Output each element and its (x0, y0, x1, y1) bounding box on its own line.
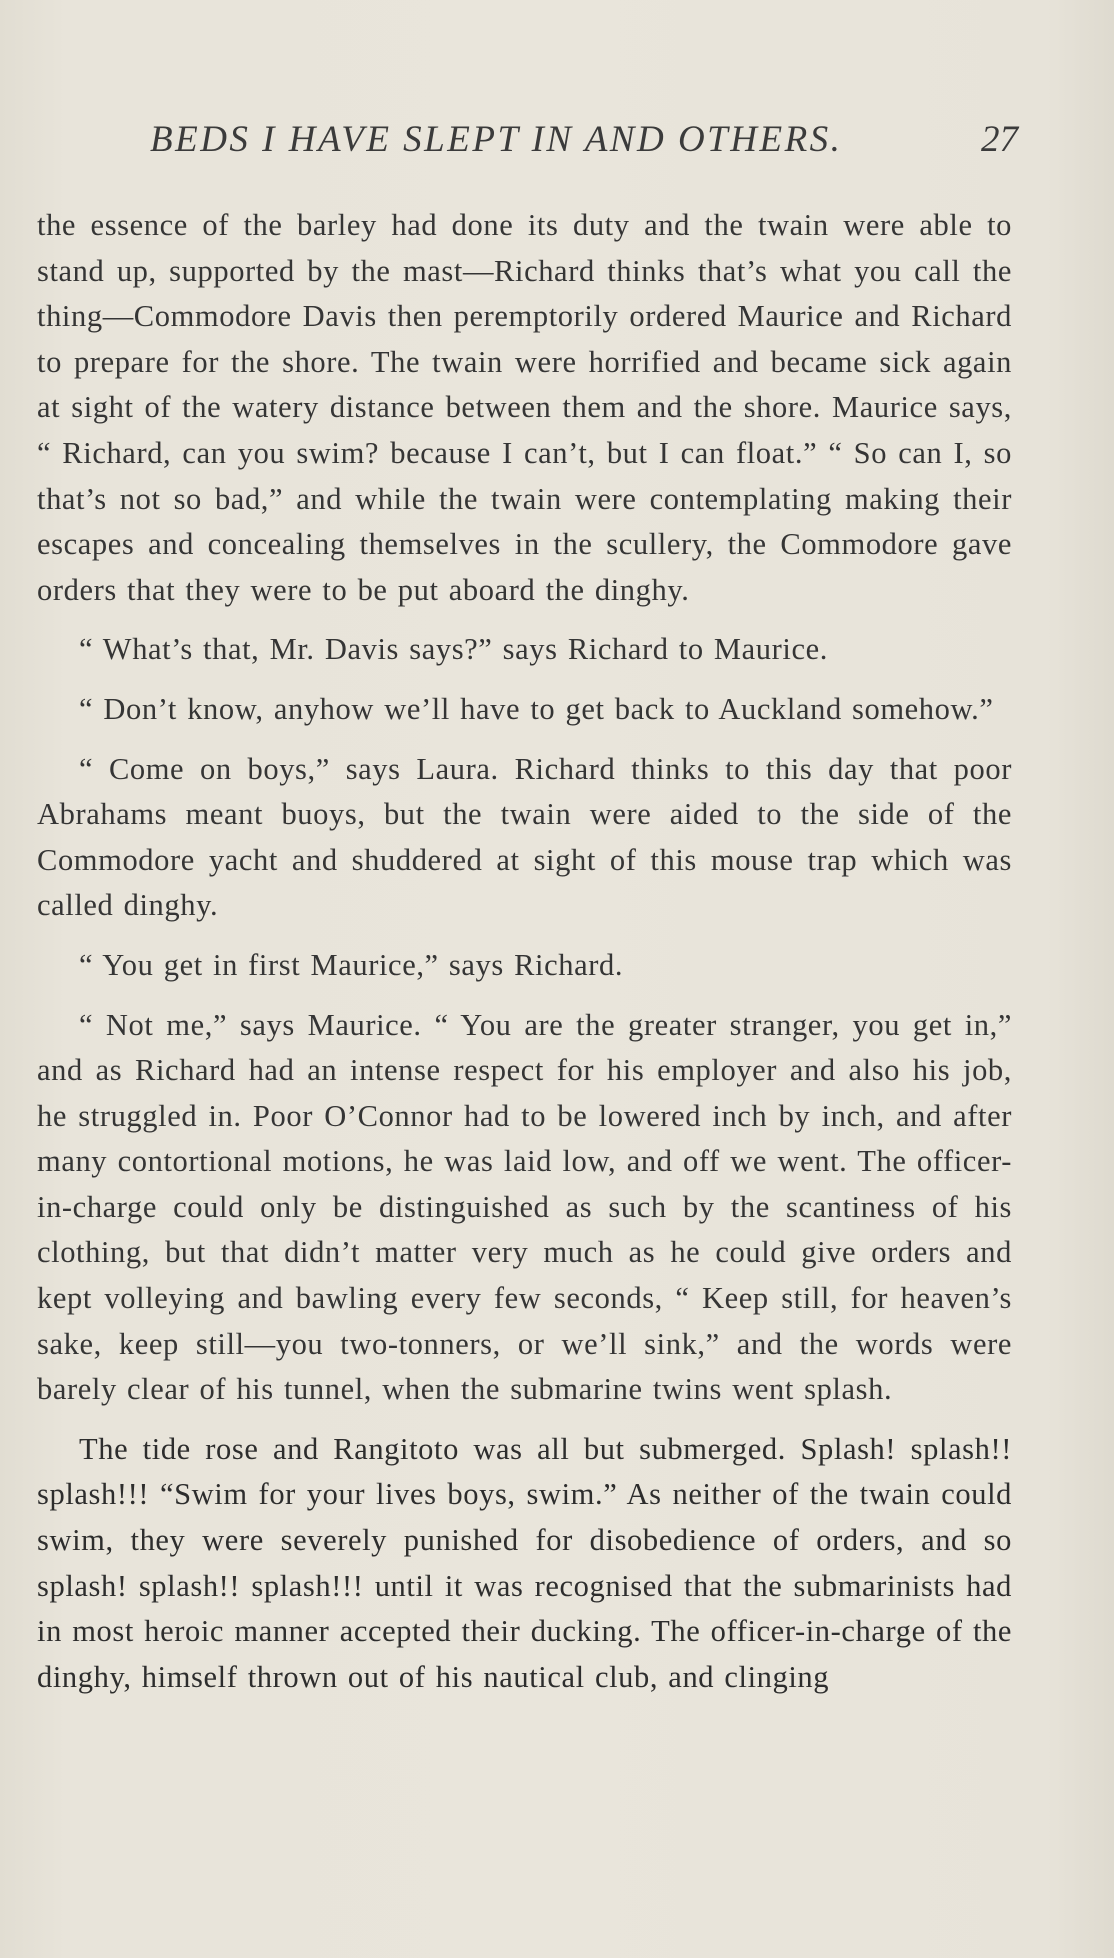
paragraph: The tide rose and Rangitoto was all but submerged. Splash! splash!! splash!!! “Swim for your lives boys, swim.” As neither of the twain could swim, they were severely punished for disobedience of orders, and so splash! splash!! splash!!! until it was recognised that the submarinists had in most heroic manner accepted their ducking. The officer-in-charge of the dinghy, himself thrown out of his nautical club, and clinging (37, 1431, 1012, 1694)
paragraph: “ Not me,” says Maurice. “ You are the greater stranger, you get in,” and as Richard had an intense respect for his employer and also his job, he struggled in. Poor O’Connor had to be lowered inch by inch, and after many contortional motions, he was laid low, and off we went. The officer-in-charge could only be distinguished as such by the scantiness of his clothing, but that didn’t matter very much as he could give orders and kept volleying and bawling every few seconds, “ Keep still, for heaven’s sake, keep still—you two-tonners, or we’ll sink,” and the words were barely clear of his tunnel, when the submarine twins went splash. (37, 1007, 1012, 1407)
body-text (37, 203, 1012, 1714)
paragraph: “ What’s that, Mr. Davis says?” says Richard to Maurice. (79, 632, 828, 667)
running-head: BEDS I HAVE SLEPT IN AND OTHERS. (150, 119, 843, 160)
page-number: 27 (981, 119, 1018, 160)
paragraph: “ You get in first Maurice,” says Richard. (79, 947, 624, 982)
page-header (150, 118, 1018, 178)
paragraph: the essence of the barley had done its duty and the twain were able to stand up, supported by the mast—Richard thinks that’s what you call the thing—Commodore Davis then peremptorily ordered Maurice and Richard to prepare for the shore. The twain were horrified and became sick again at sight of the watery distance between them and the shore. Maurice says, “ Richard, can you swim? because I can’t, but I can float.” “ So can I, so that’s not so bad,” and while the twain were contemplating making their escapes and concealing themselves in the scullery, the Commodore gave orders that they were to be put aboard the dinghy. (37, 208, 1012, 607)
paragraph: “ Come on boys,” says Laura. Richard thinks to this day that poor Abrahams meant buoys, but the twain were aided to the side of the Commodore yacht and shuddered at sight of this mouse trap which was called dinghy. (37, 751, 1012, 923)
paragraph: “ Don’t know, anyhow we’ll have to get back to Auckland somehow.” (79, 691, 994, 726)
